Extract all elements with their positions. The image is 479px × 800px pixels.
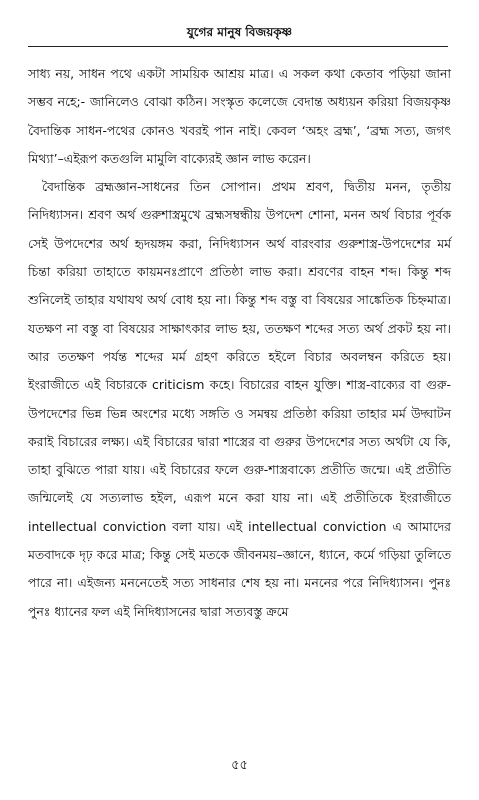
body-text [28, 60, 451, 626]
header-divider [28, 46, 448, 47]
paragraph-2: বৈদান্তিক ব্রহ্মজ্ঞান-সাধনের তিন সোপান। প্রথম শ্রবণ, দ্বিতীয় মনন, তৃতীয় নিদিধ্যাসন। শ্রবণ অর্থ গুরুশাস্ত্রমুখে ব্রহ্মসম্বন্ধীয় উপদেশ শোনা, মনন অর্থ বিচার পূর্বক সেই উপদেশের অর্থ হৃদয়ঙ্গম করা, নিদিধ্যাসন অর্থ বারংবার গুরুশাস্ত্র-উপদেশের মর্ম চিন্তা করিয়া তাহাতে কায়মনঃপ্রাণে প্রতিষ্ঠা লাভ করা। শ্রবণের বাহন শব্দ। কিন্তু শব্দ শুনিলেই তাহার যথাযথ অর্থ বোধ হয় না। কিন্তু শব্দ বস্তু বা বিষয়ের সাঙ্কেতিক চিহ্নমাত্র। যতক্ষণ না বস্তু বা বিষয়ের সাক্ষাৎকার লাভ হয়, ততক্ষণ শব্দের সত্য অর্থ প্রকট হয় না। আর ততক্ষণ পর্যন্ত শব্দের মর্ম গ্রহণ করিতে হইলে বিচার অবলম্বন করিতে হয়। ইংরাজীতে এই বিচারকে criticism কহে। বিচারের বাহন যুক্তি। শাস্ত্র-বাক্যের বা গুরু-উপদেশের ভিন্ন ভিন্ন অংশের মধ্যে সঙ্গতি ও সমন্বয় প্রতিষ্ঠা করিয়া তাহার মর্ম উদ্ঘাটন করাই বিচারের লক্ষ্য। এই বিচারের দ্বারা শাস্ত্রের বা গুরুর উপদেশের সত্য অর্থটা যে কি, তাহা বুঝিতে পারা যায়। এই বিচারের ফলে গুরু-শাস্ত্রবাক্যে প্রতীতি জন্মে। এই প্রতীতি জন্মিলেই যে সত্যলাভ হইল, এরূপ মনে করা যায় না। এই প্রতীতিকে ইংরাজীতে intellectual conviction বলা যায়। এই intellectual conviction এ আমাদের মতবাদকে দৃঢ় করে মাত্র; কিন্তু সেই মতকে জীবনময়–জ্ঞানে, ধ্যানে, কর্মে গড়িয়া তুলিতে পারে না। এইজন্য মননেতেই সত্য সাধনার শেষ হয় না। মননের পরে নিদিধ্যাসন। পুনঃ পুনঃ ধ্যানের ফল এই নিদিধ্যাসনের দ্বারা সত্যবস্তু ক্রমে [28, 179, 451, 619]
page-number: ৫৫ [231, 758, 248, 773]
paragraph-1: সাধ্য নয়, সাধন পথে একটা সাময়িক আশ্রয় মাত্র। এ সকল কথা কেতাব পড়িয়া জানা সম্ভব নহে;- জানিলেও বোঝা কঠিন। সংস্কৃত কলেজে বেদান্ত অধ্যয়ন করিয়া বিজয়কৃষ্ণ বৈদান্তিক সাধন-পথের কোনও খবরই পান নাই। কেবল ‘অহং ব্রহ্ম’, ‘ব্রহ্ম সত্য, জগৎ মিথ্যা’–এইরূপ কতগুলি মামুলি বাক্যেরই জ্ঞান লাভ করেন। [28, 66, 451, 166]
running-header: যুগের মানুষ বিজয়কৃষ্ণ [186, 25, 293, 39]
